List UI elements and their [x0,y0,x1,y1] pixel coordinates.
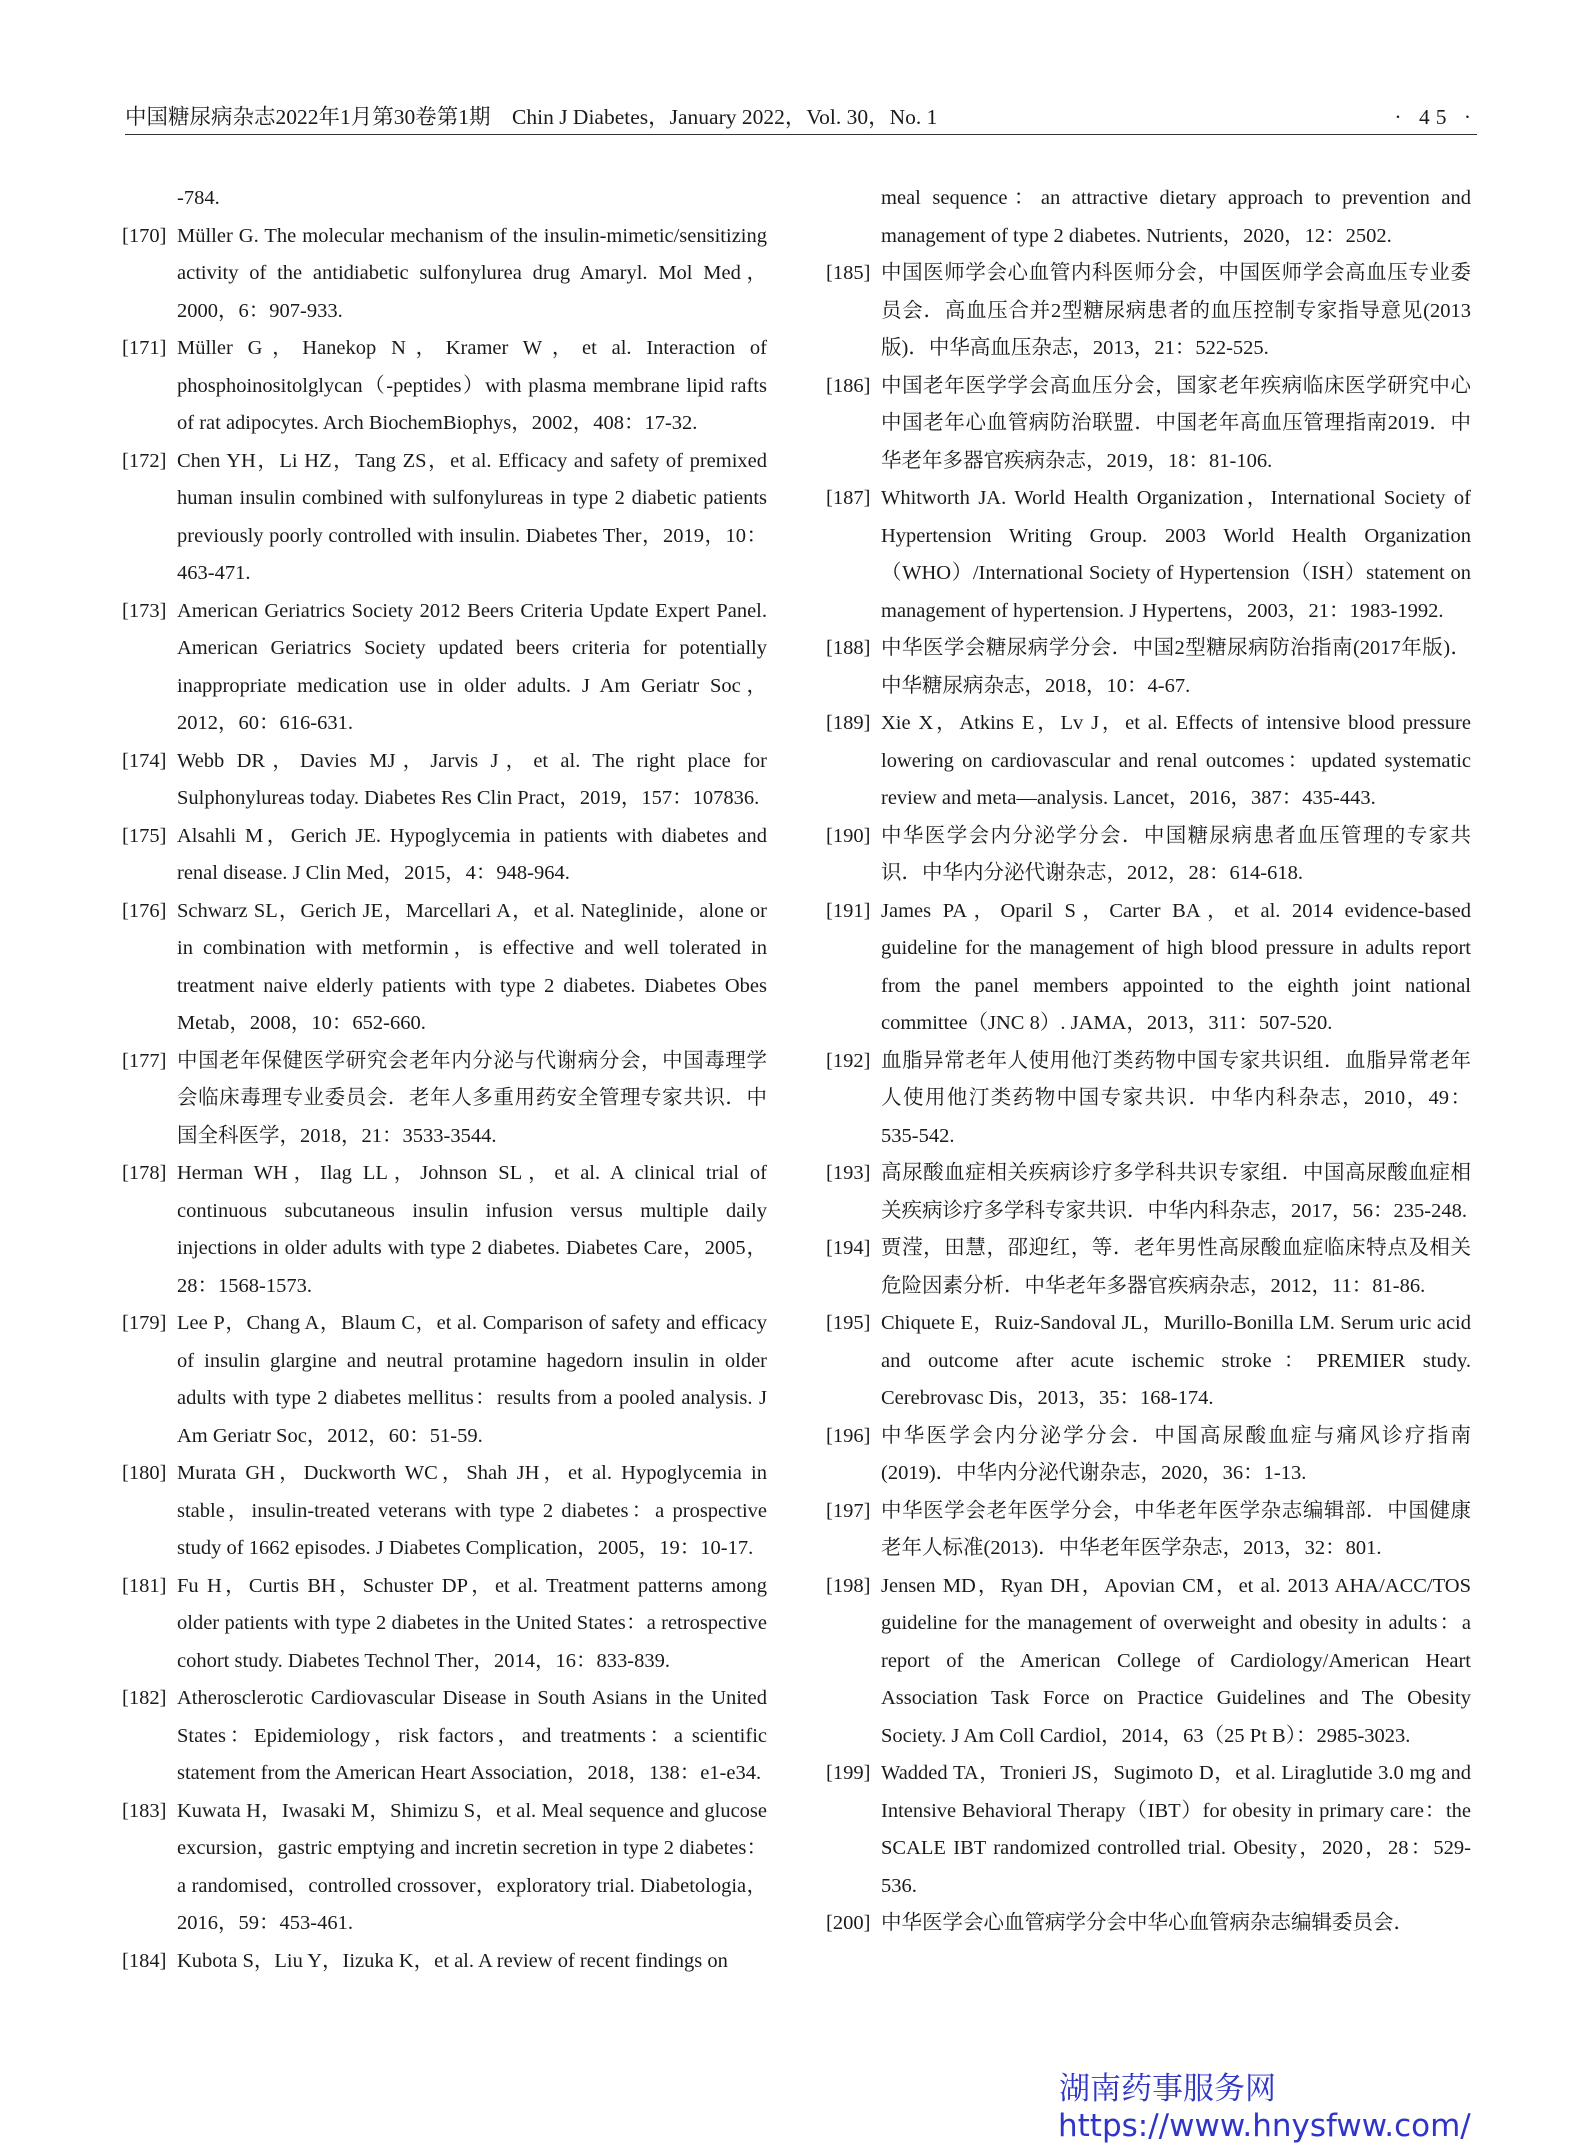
reference-text: Schwarz SL，Gerich JE，Marcellari A，et al. Nateglinide，alone or in combination with metformin，is effective and well tolerated in treatment naive elderly patients with type 2 diabetes. Diabetes Obes Metab，2008，10：652-660. [177,899,767,1034]
reference-number: [178] [122,1162,167,1184]
reference-text: Atherosclerotic Cardiovascular Disease in South Asians in the United States：Epidemiology，risk factors，and treatments：a scientific statement from the American Heart Association，2018，138：e1-e34. [177,1687,767,1784]
reference-item [826,1043,1471,1156]
reference-text: 中华医学会心血管病学分会中华心血管病杂志编辑委员会． [881,1912,1414,1934]
reference-number: [196] [826,1424,871,1447]
reference-text: 贾滢，田慧，邵迎红，等．老年男性高尿酸血症临床特点及相关危险因素分析．中华老年多器官疾病杂志，2012，11：81-86. [881,1237,1471,1297]
reference-text: Webb DR，Davies MJ，Jarvis J，et al. The right place for Sulphonylureas today. Diabetes Res Clin Pract，2019，157：107836. [177,749,767,809]
reference-text: Lee P，Chang A，Blaum C，et al. Comparison of safety and efficacy of insulin glargine and neutral protamine hagedorn insulin in older adults with type 2 diabetes mellitus：results from a pooled analysis. J Am Geriatr Soc，2012，60：51-59. [177,1312,767,1447]
reference-number: [182] [122,1687,167,1709]
reference-text: Müller G. The molecular mechanism of the insulin-mimetic/sensitizing activity of the antidiabetic sulfonylurea drug Amaryl. Mol Med，2000，6：907-933. [177,224,767,322]
reference-number: [179] [122,1312,167,1334]
reference-item [122,893,767,1043]
reference-item [122,218,767,331]
reference-item [826,893,1471,1043]
watermark-url: https://www.hnysfww.com/ [1058,2108,1471,2144]
reference-text: 中华医学会内分泌学分会．中国高尿酸血症与痛风诊疗指南(2019)．中华内分泌代谢杂志，2020，36：1-13. [881,1424,1471,1484]
reference-text: 中华医学会糖尿病学分会．中国2型糖尿病防治指南(2017年版)．中华糖尿病杂志，2018，10：4-67. [881,637,1471,697]
reference-number: [200] [826,1912,871,1934]
left-reference-list [122,218,767,1981]
reference-text: 中国老年医学学会高血压分会，国家老年疾病临床医学研究中心中国老年心血管病防治联盟．中国老年高血压管理指南2019．中华老年多器官疾病杂志，2019，18：81-106. [881,374,1471,472]
reference-text: Xie X，Atkins E，Lv J，et al. Effects of intensive blood pressure lowering on cardiovascular and renal outcomes：updated systematic review and meta—analysis. Lancet，2016，387：435-443. [881,712,1471,809]
reference-text: Müller G，Hanekop N，Kramer W，et al. Interaction of phosphoinositolglycan（-peptides）with plasma membrane lipid rafts of rat adipocytes. Arch BiochemBiophys，2002，408：17-32. [177,337,767,434]
left-column [122,180,767,1980]
reference-item [826,1905,1471,1943]
reference-number: [183] [122,1799,167,1822]
reference-text: Whitworth JA. World Health Organization，International Society of Hypertension Writing Group. 2003 World Health Organization（WHO）/International Society of Hypertension（ISH）statement on management of hypertension. J Hypertens，2003，21：1983-1992. [881,487,1471,622]
reference-item [122,1455,767,1568]
reference-number: [188] [826,637,871,659]
reference-text: Jensen MD，Ryan DH，Apovian CM，et al. 2013 AHA/ACC/TOS guideline for the management of overweight and obesity in adults：a report of the American College of Cardiology/American Heart Association Task Force on Practice Guidelines and The Obesity Society. J Am Coll Cardiol，2014，63（25 Pt B）：2985-3023. [881,1574,1471,1747]
reference-number: [191] [826,899,871,922]
reference-text: James PA，Oparil S，Carter BA，et al. 2014 evidence-based guideline for the management of high blood pressure in adults report from the panel members appointed to the eighth joint national committee（JNC 8）. JAMA，2013，311：507-520. [881,899,1471,1034]
reference-number: [174] [122,749,167,772]
reference-item [122,1943,767,1981]
reference-item [122,743,767,818]
right-reference-list [826,255,1471,1943]
reference-item [122,593,767,743]
journal-citation: 中国糖尿病杂志2022年1月第30卷第1期 Chin J Diabetes，January 2022，Vol. 30，No. 1 [125,105,938,129]
reference-text: 中华医学会老年医学分会，中华老年医学杂志编辑部．中国健康老年人标准(2013)．中华老年医学杂志，2013，32：801. [881,1499,1471,1559]
reference-text: American Geriatrics Society 2012 Beers Criteria Update Expert Panel. American Geriatrics Society updated beers criteria for potentially inappropriate medication use in older adults. J Am Geriatr Soc，2012，60：616-631. [177,599,767,734]
right-column [826,180,1471,1943]
watermark-site-name: 湖南药事服务网 [1059,2071,1276,2107]
reference-text: 中国老年保健医学研究会老年内分泌与代谢病分会，中国毒理学会临床毒理专业委员会．老年人多重用药安全管理专家共识．中国全科医学，2018，21：3533-3544. [177,1049,767,1147]
reference-text: Kubota S，Liu Y，Iizuka K，et al. A review of recent findings on [177,1949,728,1972]
running-header [125,100,1477,134]
reference-number: [171] [122,337,167,359]
reference-item [826,1155,1471,1230]
reference-item [122,818,767,893]
reference-text: Herman WH，Ilag LL，Johnson SL，et al. A clinical trial of continuous subcutaneous insulin infusion versus multiple daily injections in older adults with type 2 diabetes. Diabetes Care，2005，28：1568-1573. [177,1162,767,1297]
reference-number: [186] [826,374,871,397]
reference-item [122,443,767,593]
reference-item [826,1755,1471,1905]
reference-item [826,1418,1471,1493]
reference-number: [195] [826,1312,871,1334]
reference-number: [175] [122,824,167,847]
reference-text: Murata GH，Duckworth WC，Shah JH，et al. Hypoglycemia in stable，insulin-treated veterans with type 2 diabetes：a prospective study of 1662 episodes. J Diabetes Complication，2005，19：10-17. [177,1462,767,1559]
reference-text: Wadded TA，Tronieri JS，Sugimoto D，et al. Liraglutide 3.0 mg and Intensive Behavioral Therapy（IBT）for obesity in primary care：the SCALE IBT randomized controlled trial. Obesity，2020，28：529-536. [881,1762,1471,1897]
reference-item [826,1230,1471,1305]
reference-number: [198] [826,1574,871,1597]
reference-item [826,1568,1471,1756]
reference-number: [170] [122,224,167,247]
reference-text: Alsahli M，Gerich JE. Hypoglycemia in patients with diabetes and renal disease. J Clin Med，2015，4：948-964. [177,824,767,884]
reference-text: 高尿酸血症相关疾病诊疗多学科共识专家组．中国高尿酸血症相关疾病诊疗多学科专家共识．中华内科杂志，2017，56：235-248. [881,1162,1471,1222]
reference-item [122,1680,767,1793]
reference-item [826,480,1471,630]
reference-number: [177] [122,1049,167,1072]
reference-number: [184] [122,1949,167,1972]
header-rule [125,134,1477,135]
watermark-link[interactable] [1058,2070,1471,2144]
reference-number: [189] [826,712,871,734]
reference-item [826,705,1471,818]
reference-continuation: meal sequence：an attractive dietary approach to prevention and management of type 2 diabetes. Nutrients，2020，12：2502. [881,187,1471,247]
reference-item [122,330,767,443]
reference-text: Kuwata H，Iwasaki M，Shimizu S，et al. Meal sequence and glucose excursion，gastric emptying and incretin secretion in type 2 diabetes：a randomised，controlled crossover，exploratory trial. Diabetologia，2016，59：453-461. [177,1799,767,1934]
reference-number: [199] [826,1762,871,1784]
reference-text: 中国医师学会心血管内科医师分会，中国医师学会高血压专业委员会．高血压合并2型糖尿病患者的血压控制专家指导意见(2013版)．中华高血压杂志，2013，21：522-525. [881,262,1471,359]
reference-number: [187] [826,487,871,509]
reference-item [826,818,1471,893]
reference-number: [173] [122,599,167,622]
reference-item [122,1155,767,1305]
page-number: · 45 · [1394,105,1477,129]
reference-item [826,1305,1471,1418]
reference-text: Chen YH，Li HZ，Tang ZS，et al. Efficacy and safety of premixed human insulin combined with sulfonylureas in type 2 diabetic patients previously poorly controlled with insulin. Diabetes Ther，2019，10：463-471. [177,449,767,584]
reference-number: [194] [826,1237,871,1259]
reference-item [826,368,1471,481]
reference-number: [192] [826,1049,871,1072]
reference-item [826,255,1471,368]
reference-number: [181] [122,1574,167,1597]
reference-continuation: -784. [177,187,220,209]
reference-number: [185] [826,262,871,284]
reference-item [826,630,1471,705]
reference-number: [193] [826,1162,871,1184]
reference-item [122,1793,767,1943]
reference-item [122,1305,767,1455]
reference-number: [172] [122,449,167,472]
reference-number: [176] [122,899,167,922]
reference-text: 血脂异常老年人使用他汀类药物中国专家共识组．血脂异常老年人使用他汀类药物中国专家共识．中华内科杂志，2010，49：535-542. [881,1049,1471,1147]
reference-number: [197] [826,1499,871,1522]
reference-item [122,1043,767,1156]
reference-item [826,1493,1471,1568]
reference-number: [180] [122,1462,167,1484]
reference-item [122,1568,767,1681]
reference-text: 中华医学会内分泌学分会．中国糖尿病患者血压管理的专家共识．中华内分泌代谢杂志，2012，28：614-618. [881,824,1471,884]
reference-number: [190] [826,824,871,847]
reference-text: Fu H，Curtis BH，Schuster DP，et al. Treatment patterns among older patients with type 2 diabetes in the United States：a retrospective cohort study. Diabetes Technol Ther，2014，16：833-839. [177,1574,767,1672]
reference-text: Chiquete E，Ruiz-Sandoval JL，Murillo-Bonilla LM. Serum uric acid and outcome after acute ischemic stroke：PREMIER study. Cerebrovasc Dis，2013，35：168-174. [881,1312,1471,1409]
